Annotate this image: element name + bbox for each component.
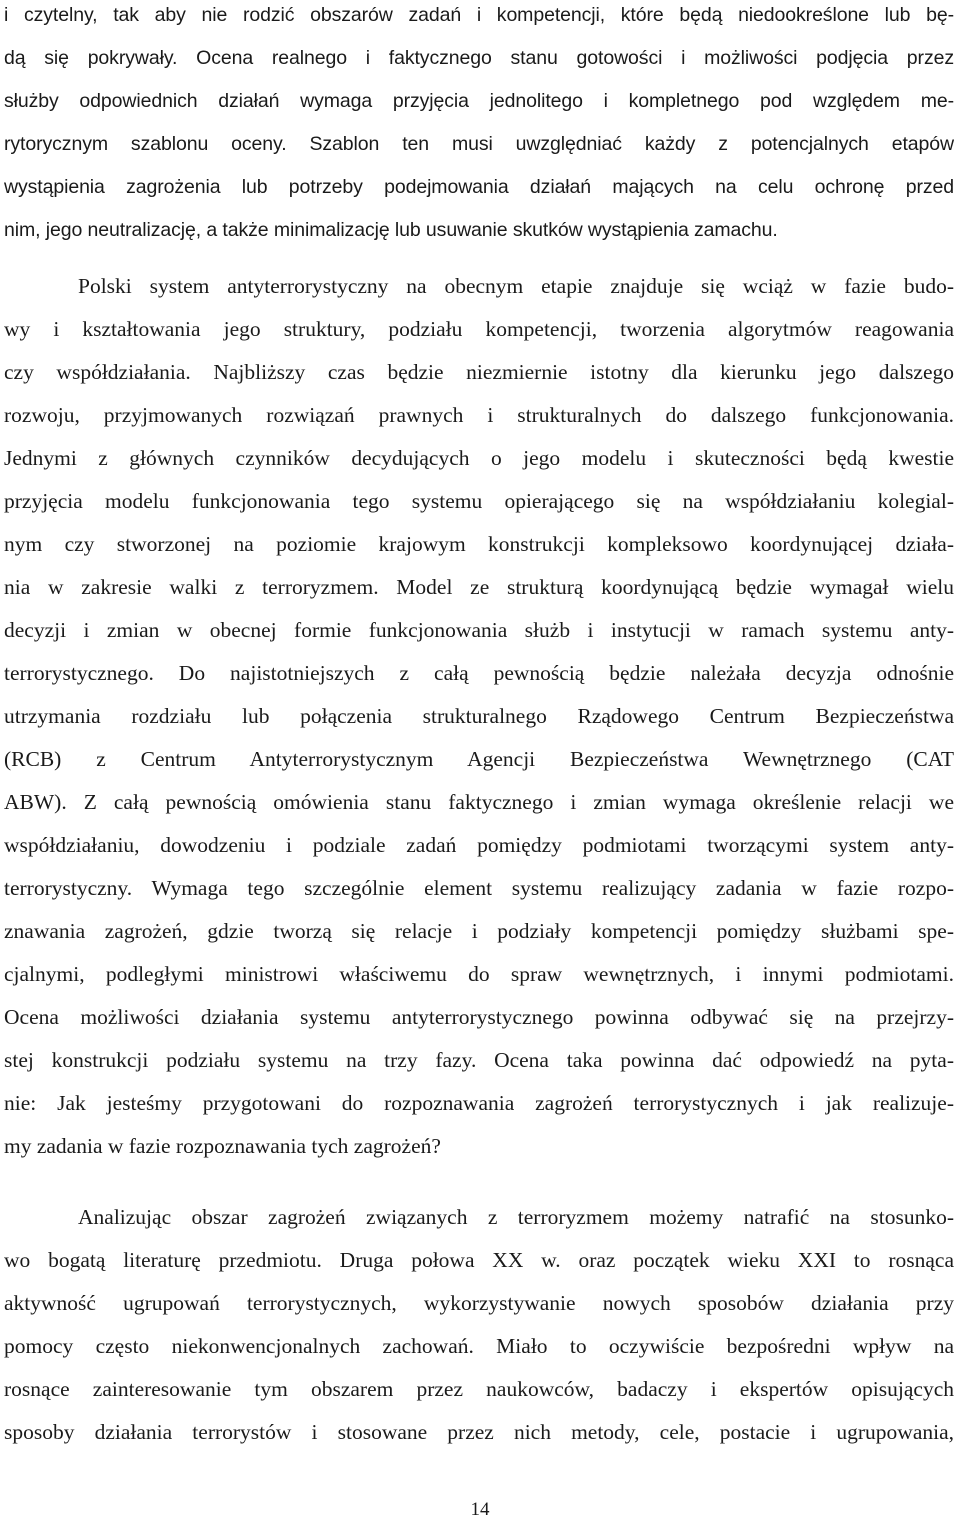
text-line: ABW). Z całą pewnością omówienia stanu faktycznego i zmian wymaga określenie relacji we [4, 790, 954, 814]
text-line: nie: Jak jesteśmy przygotowani do rozpoznawania zagrożeń terrorystycznych i jak realizuje- [4, 1091, 954, 1115]
text-line: Jednymi z głównych czynników decydujących o jego modelu i skuteczności będą kwestie [4, 446, 954, 470]
text-line: i czytelny, tak aby nie rodzić obszarów zadań i kompetencji, które będą niedookreślone lub bę- [4, 4, 954, 26]
text-line: wy i kształtowania jego struktury, podziału kompetencji, tworzenia algorytmów reagowania [4, 317, 954, 341]
text-line: cjalnymi, podległymi ministrowi właściwemu do spraw wewnętrznych, i innymi podmiotami. [4, 962, 954, 986]
text-line: przyjęcia modelu funkcjonowania tego systemu opierającego się na współdziałaniu kolegial- [4, 489, 954, 513]
text-line: współdziałaniu, dowodzeniu i podziale zadań pomiędzy podmiotami tworzącymi system anty- [4, 833, 954, 857]
text-line: rosnące zainteresowanie tym obszarem przez naukowców, badaczy i ekspertów opisujących [4, 1377, 954, 1401]
text-line: wystąpienia zagrożenia lub potrzeby podejmowania działań mających na celu ochronę przed [4, 176, 954, 198]
text-line: rytorycznym szablonu oceny. Szablon ten musi uwzględniać każdy z potencjalnych etapów [4, 133, 954, 155]
text-line: terrorystycznego. Do najistotniejszych z całą pewnością będzie należała decyzja odnośnie [4, 661, 954, 685]
text-line: Analizując obszar zagrożeń związanych z terroryzmem możemy natrafić na stosunko- [78, 1205, 954, 1229]
text-line: Polski system antyterrorystyczny na obecnym etapie znajduje się wciąż w fazie budo- [78, 274, 954, 298]
text-line: stej konstrukcji podziału systemu na trzy fazy. Ocena taka powinna dać odpowiedź na pyta- [4, 1048, 954, 1072]
text-line: my zadania w fazie rozpoznawania tych zagrożeń? [4, 1134, 441, 1158]
text-line: nym czy stworzonej na poziomie krajowym konstrukcji kompleksowo koordynującej działa- [4, 532, 954, 556]
text-line: terrorystyczny. Wymaga tego szczególnie element systemu realizujący zadania w fazie rozpo- [4, 876, 954, 900]
text-line: (RCB) z Centrum Antyterrorystycznym Agencji Bezpieczeństwa Wewnętrznego (CAT [4, 747, 954, 771]
text-line: sposoby działania terrorystów i stosowane przez nich metody, cele, postacie i ugrupowania, [4, 1420, 954, 1444]
text-line: służby odpowiednich działań wymaga przyjęcia jednolitego i kompletnego pod względem me- [4, 90, 954, 112]
text-line: dą się pokrywały. Ocena realnego i faktycznego stanu gotowości i możliwości podjęcia przez [4, 47, 954, 69]
text-line: znawania zagrożeń, gdzie tworzą się relacje i podziały kompetencji pomiędzy służbami spe- [4, 919, 954, 943]
text-line: nia w zakresie walki z terroryzmem. Model ze strukturą koordynującą będzie wymagał wielu [4, 575, 954, 599]
text-line: nim, jego neutralizację, a także minimalizację lub usuwanie skutków wystąpienia zamachu. [4, 219, 778, 241]
text-line: aktywność ugrupowań terrorystycznych, wykorzystywanie nowych sposobów działania przy [4, 1291, 954, 1315]
text-line: Ocena możliwości działania systemu antyterrorystycznego powinna odbywać się na przejrzy- [4, 1005, 954, 1029]
text-line: wo bogatą literaturę przedmiotu. Druga połowa XX w. oraz początek wieku XXI to rosnąca [4, 1248, 954, 1272]
text-line: rozwoju, przyjmowanych rozwiązań prawnych i strukturalnych do dalszego funkcjonowania. [4, 403, 954, 427]
text-line: pomocy często niekonwencjonalnych zachowań. Miało to oczywiście bezpośredni wpływ na [4, 1334, 954, 1358]
text-line: decyzji i zmian w obecnej formie funkcjonowania służb i instytucji w ramach systemu anty- [4, 618, 954, 642]
text-line: czy współdziałania. Najbliższy czas będzie niezmiernie istotny dla kierunku jego dalszego [4, 360, 954, 384]
page-number: 14 [470, 1499, 490, 1520]
text-line: utrzymania rozdziału lub połączenia strukturalnego Rządowego Centrum Bezpieczeństwa [4, 704, 954, 728]
